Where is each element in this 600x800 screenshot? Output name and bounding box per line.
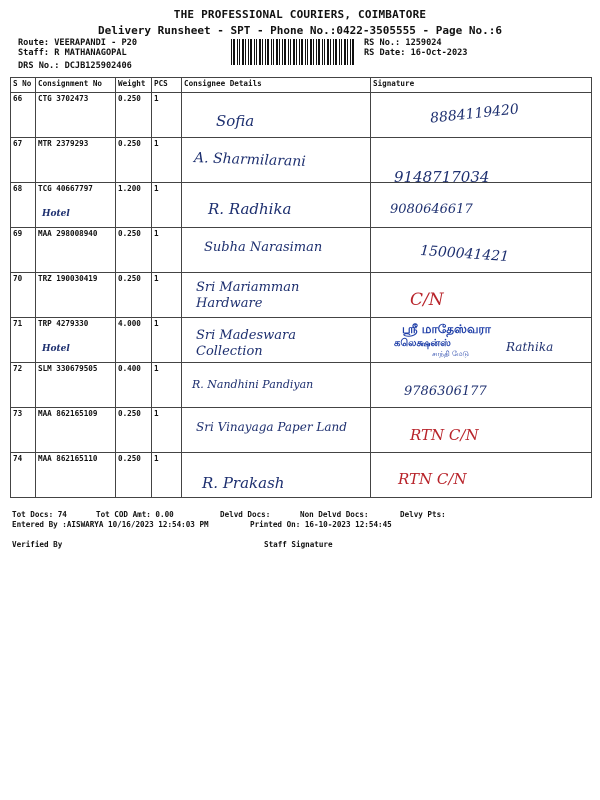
cell-consignment [36, 183, 116, 228]
cell-sno: 66 [11, 93, 36, 138]
col-signature: Signature [371, 78, 592, 93]
signature-handwriting: 1500041421 [419, 242, 510, 266]
cell-pcs: 1 [152, 318, 182, 363]
cell-signature [371, 318, 592, 363]
table-row [11, 228, 592, 273]
table-row [11, 273, 592, 318]
cell-weight: 0.250 [116, 273, 152, 318]
consignee-handwriting: R. Prakash [202, 474, 285, 492]
cell-signature [371, 453, 592, 498]
signature-handwriting: Rathika [506, 340, 554, 354]
cell-signature [371, 363, 592, 408]
cell-consignment: MAA 862165109 [36, 408, 116, 453]
table-header-row [11, 78, 592, 93]
printed-on: Printed On: 16-10-2023 12:54:45 [250, 520, 392, 529]
cell-pcs: 1 [152, 93, 182, 138]
handwritten-note: Hotel [42, 344, 70, 354]
cell-consignment: MAA 298008940 [36, 228, 116, 273]
cell-consignment: TRZ 190030419 [36, 273, 116, 318]
cell-pcs: 1 [152, 408, 182, 453]
cell-pcs: 1 [152, 363, 182, 408]
cell-sno: 74 [11, 453, 36, 498]
cell-consignee [182, 453, 371, 498]
cell-signature [371, 408, 592, 453]
cell-consignee [182, 408, 371, 453]
cell-signature [371, 273, 592, 318]
cell-sno: 72 [11, 363, 36, 408]
signature-handwriting: 8884119420 [429, 101, 520, 127]
cell-consignment: CTG 3702473 [36, 93, 116, 138]
page-subtitle: Delivery Runsheet - SPT - Phone No.:0422-3505555 - Page No.:6 [98, 24, 502, 37]
shop-stamp: ஸ்ரீ மாதேஸ்வரா கலெக்ஷன்ஸ் சாந்தி மேடு [394, 322, 491, 358]
cell-weight: 0.250 [116, 408, 152, 453]
cell-weight: 4.000 [116, 318, 152, 363]
runsheet-table [10, 77, 592, 498]
table-row [11, 93, 592, 138]
table-row [11, 453, 592, 498]
table-row [11, 183, 592, 228]
cell-sno: 71 [11, 318, 36, 363]
consignee-handwriting: Sofia [216, 112, 255, 130]
cell-pcs: 1 [152, 183, 182, 228]
cell-pcs: 1 [152, 453, 182, 498]
consignee-handwriting: Sri Madeswara Collection [196, 328, 297, 359]
cell-consignment-number: TRP 4279330 [38, 319, 89, 328]
cell-signature [371, 138, 592, 183]
consignee-handwriting: R. Nandhini Pandiyan [192, 378, 314, 391]
consignee-handwriting: Subha Narasiman [204, 240, 323, 255]
cell-signature [371, 228, 592, 273]
signature-handwriting: RTN C/N [410, 426, 479, 444]
delvd-docs: Delvd Docs: [220, 510, 271, 519]
cell-signature [371, 93, 592, 138]
delvy-pts: Delvy Pts: [400, 510, 446, 519]
cell-weight: 0.400 [116, 363, 152, 408]
cell-signature [371, 183, 592, 228]
handwritten-note: Hotel [42, 209, 70, 219]
cell-consignment: MAA 862165110 [36, 453, 116, 498]
signature-handwriting: 9786306177 [404, 384, 487, 399]
cell-pcs: 1 [152, 273, 182, 318]
col-pcs: PCS [152, 78, 182, 93]
cell-consignee [182, 318, 371, 363]
table-row [11, 318, 592, 363]
consignee-handwriting: A. Sharmilarani [193, 150, 307, 170]
cell-sno: 67 [11, 138, 36, 183]
cell-consignee [182, 273, 371, 318]
staff-label: Staff: R MATHANAGOPAL [18, 48, 127, 58]
cell-sno: 73 [11, 408, 36, 453]
cell-consignee [182, 183, 371, 228]
cell-consignment-number: TCG 40667797 [38, 184, 93, 193]
col-consignment: Consignment No [36, 78, 116, 93]
cell-consignment [36, 318, 116, 363]
table-row [11, 363, 592, 408]
tot-docs: Tot Docs: 74 [12, 510, 67, 519]
cell-weight: 0.250 [116, 228, 152, 273]
cell-weight: 0.250 [116, 453, 152, 498]
signature-handwriting: RTN C/N [398, 470, 467, 488]
staff-signature: Staff Signature [264, 540, 333, 549]
rs-no-label: RS No.: 1259024 [364, 38, 442, 48]
signature-handwriting: 9148717034 [394, 168, 490, 186]
cell-pcs: 1 [152, 138, 182, 183]
non-delvd-docs: Non Delvd Docs: [300, 510, 369, 519]
col-sno: S No [11, 78, 36, 93]
col-consignee: Consignee Details [182, 78, 371, 93]
cell-consignment: MTR 2379293 [36, 138, 116, 183]
cell-consignment: SLM 330679505 [36, 363, 116, 408]
cell-weight: 0.250 [116, 138, 152, 183]
table-row [11, 408, 592, 453]
drs-label: DRS No.: DCJB125902406 [18, 61, 132, 71]
tot-cod-amt: Tot COD Amt: 0.00 [96, 510, 174, 519]
cell-sno: 68 [11, 183, 36, 228]
verified-by: Verified By [12, 540, 63, 549]
rs-date-label: RS Date: 16-Oct-2023 [364, 48, 468, 58]
cell-weight: 1.200 [116, 183, 152, 228]
consignee-handwriting: R. Radhika [208, 200, 292, 218]
cell-consignee [182, 228, 371, 273]
entered-by: Entered By :AISWARYA 10/16/2023 12:54:03 PM [12, 520, 209, 529]
cell-consignee [182, 363, 371, 408]
route-label: Route: VEERAPANDI - P20 [18, 38, 137, 48]
page-title: THE PROFESSIONAL COURIERS, COIMBATORE [173, 8, 427, 21]
table-row [11, 138, 592, 183]
cell-consignee [182, 138, 371, 183]
col-weight: Weight [116, 78, 152, 93]
barcode [230, 39, 358, 65]
cell-weight: 0.250 [116, 93, 152, 138]
signature-handwriting: C/N [410, 290, 444, 310]
cell-consignee [182, 93, 371, 138]
cell-sno: 69 [11, 228, 36, 273]
consignee-handwriting: Sri Vinayaga Paper Land [196, 420, 347, 434]
cell-sno: 70 [11, 273, 36, 318]
signature-handwriting: 9080646617 [390, 202, 473, 217]
cell-pcs: 1 [152, 228, 182, 273]
consignee-handwriting: Sri Mariamman Hardware [196, 280, 300, 311]
